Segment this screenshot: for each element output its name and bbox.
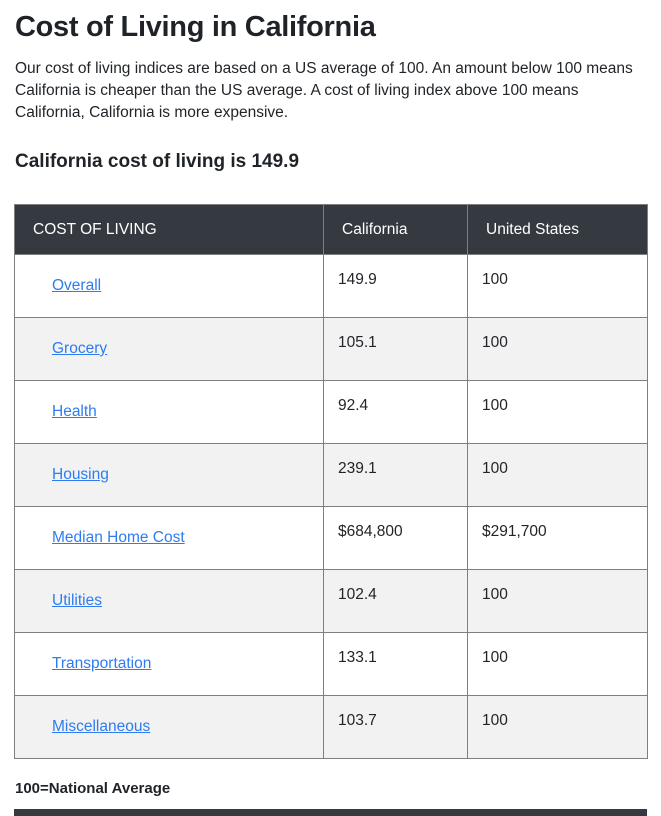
united-states-value-cell: 100 — [468, 696, 648, 759]
category-link[interactable]: Transportation — [52, 655, 152, 672]
category-cell — [15, 507, 324, 570]
category-link[interactable]: Health — [52, 403, 97, 420]
next-table-header-partial — [14, 809, 647, 816]
col-header-cost-of-living: COST OF LIVING — [15, 205, 324, 255]
category-link[interactable]: Grocery — [52, 340, 108, 357]
intro-text: Our cost of living indices are based on a US average of 100. An amount below 100 means California is cheaper than the US average. A cost of living index above 100 means California, California is more expensive. — [15, 60, 633, 121]
cost-of-living-table — [14, 204, 648, 759]
united-states-value-cell: 100 — [468, 633, 648, 696]
united-states-value-cell: $291,700 — [468, 507, 648, 570]
col-header-california: California — [324, 205, 468, 255]
category-link[interactable]: Overall — [52, 277, 102, 294]
national-average-footnote: 100=National Average — [15, 780, 171, 797]
united-states-value-cell: 100 — [468, 444, 648, 507]
table-row — [15, 381, 648, 444]
category-cell — [15, 318, 324, 381]
california-value-cell: 133.1 — [324, 633, 468, 696]
california-value-cell: 105.1 — [324, 318, 468, 381]
table-row — [15, 444, 648, 507]
cost-summary-heading: California cost of living is 149.9 — [15, 151, 300, 172]
california-value-cell: 149.9 — [324, 255, 468, 318]
category-cell — [15, 633, 324, 696]
table-row — [15, 633, 648, 696]
category-link[interactable]: Housing — [52, 466, 109, 483]
category-cell — [15, 444, 324, 507]
table-row — [15, 696, 648, 759]
category-cell — [15, 570, 324, 633]
category-cell — [15, 381, 324, 444]
table-row — [15, 318, 648, 381]
table-row — [15, 255, 648, 318]
united-states-value-cell: 100 — [468, 381, 648, 444]
col-header-united-states: United States — [468, 205, 648, 255]
california-value-cell: 239.1 — [324, 444, 468, 507]
california-value-cell: 102.4 — [324, 570, 468, 633]
page-title: Cost of Living in California — [15, 11, 376, 43]
united-states-value-cell: 100 — [468, 318, 648, 381]
california-value-cell: 103.7 — [324, 696, 468, 759]
category-link[interactable]: Median Home Cost — [52, 529, 185, 546]
united-states-value-cell: 100 — [468, 255, 648, 318]
table-header-row — [15, 205, 648, 255]
category-cell — [15, 255, 324, 318]
table-row — [15, 507, 648, 570]
united-states-value-cell: 100 — [468, 570, 648, 633]
california-value-cell: $684,800 — [324, 507, 468, 570]
table-row — [15, 570, 648, 633]
category-cell — [15, 696, 324, 759]
category-link[interactable]: Utilities — [52, 592, 102, 609]
category-link[interactable]: Miscellaneous — [52, 718, 151, 735]
california-value-cell: 92.4 — [324, 381, 468, 444]
